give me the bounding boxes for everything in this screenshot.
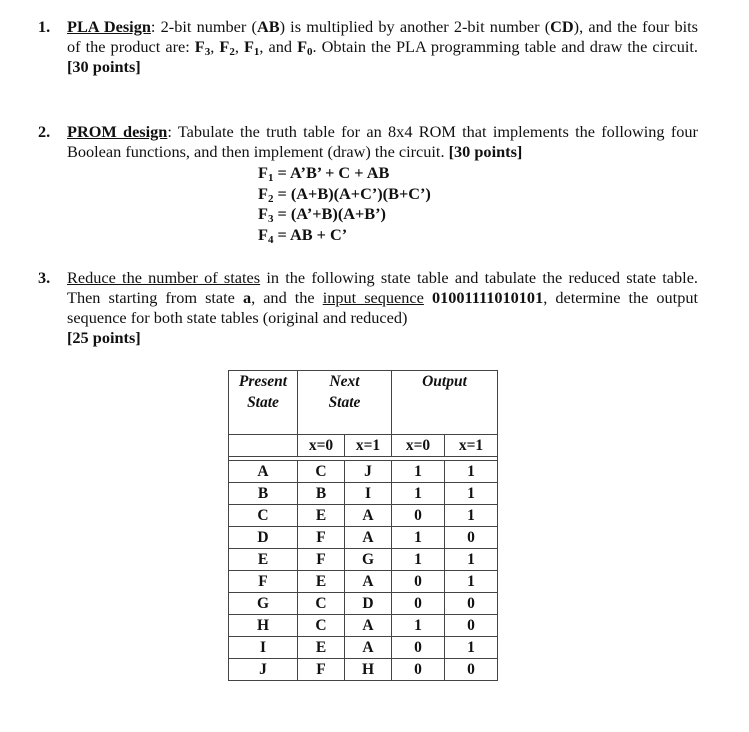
question-number: 3. — [38, 268, 51, 287]
question-text: Reduce the number of states in the following state table and tabulate the reduced state table. Then starting from state a, and the input sequence 01001111010101, determine the output sequence for both state tables (original and reduced) [25 points] — [67, 268, 699, 347]
table-subheader-row — [229, 435, 498, 457]
question-number: 1. — [38, 17, 51, 36]
question-title: PROM design — [67, 122, 168, 141]
question-1 — [38, 17, 698, 77]
equation-f4: $F_4$ = AB + C’ — [258, 224, 348, 246]
question-3 — [38, 268, 698, 348]
present-state-header: Present State — [229, 371, 298, 435]
table-header-row — [229, 371, 498, 414]
subheader-cell: x=1 — [345, 435, 392, 457]
table-row: C E A 0 1 — [229, 505, 498, 527]
points-label: [30 points] — [67, 57, 141, 76]
table-row: J F H 0 0 — [229, 659, 498, 681]
question-text: PROM design: Tabulate the truth table for an 8x4 ROM that implements the following four Boolean functions, and then implement (draw) the circuit. [30 points] — [67, 122, 698, 161]
next-state-header: Next State — [298, 371, 392, 414]
output-header: Output — [392, 371, 498, 435]
table-row: G C D 0 0 — [229, 593, 498, 615]
points-label: [25 points] — [67, 328, 141, 347]
table-row: I E A 0 1 — [229, 637, 498, 659]
equation-list — [258, 163, 698, 245]
subheader-cell: x=0 — [392, 435, 445, 457]
equation-f2: $F_2$ = (A+B)(A+C’)(B+C’) — [258, 183, 431, 205]
table-row: A C J 1 1 — [229, 461, 498, 483]
table-row: F E A 0 1 — [229, 571, 498, 593]
question-text: PLA Design: 2-bit number (AB) is multiplied by another 2-bit number (CD), and the four bits of the product are: $F_3$, $F_2$, $F_1$, and $F_0$. Obtain the PLA programming table and draw the circuit. [30 points] — [67, 17, 698, 76]
table-row: H C A 1 0 — [229, 615, 498, 637]
question-number: 2. — [38, 122, 51, 141]
subheader-cell: x=1 — [445, 435, 498, 457]
equation-f3: $F_3$ = (A’+B)(A+B’) — [258, 204, 386, 225]
table-row: B B I 1 1 — [229, 483, 498, 505]
points-label: [30 points] — [448, 142, 523, 161]
table-row: E F G 1 1 — [229, 549, 498, 571]
table-row: D F A 1 0 — [229, 527, 498, 549]
state-table — [228, 370, 498, 681]
subheader-cell: x=0 — [298, 435, 345, 457]
question-title: PLA Design — [67, 17, 151, 36]
equation-f1: $F_1$ = A’B’ + C + AB — [258, 163, 390, 184]
question-2 — [38, 122, 698, 245]
